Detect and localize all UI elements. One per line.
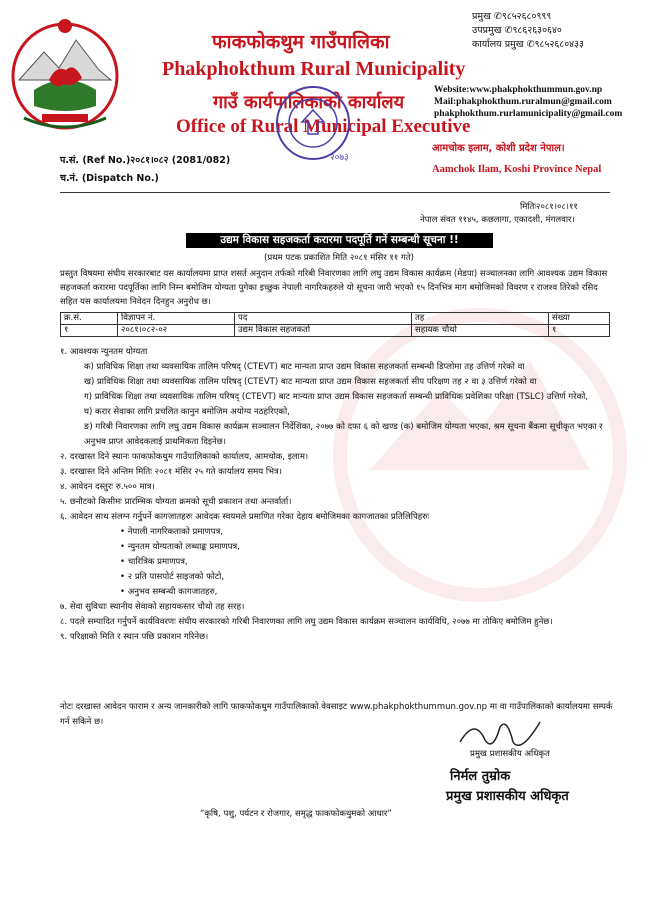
list-item: ६. आवेदन साथ संलग्न गर्नुपर्ने कागजातहरुः आवेदक स्वयमले प्रमाणित गरेका देहाय बमोजिमका कागजातका प्रतिलिपिहरुः [60,512,430,522]
ref-number: प.सं. (Ref No.)२०८१।०८२ (2081/082) [60,155,231,166]
stamp-year: २०७३ [330,153,349,163]
table-cell: २०८१।०८२-०२ [118,325,235,337]
requirements-list [60,345,615,645]
phone-icon: ✆ [493,11,502,22]
list-item: • २ प्रति पासपोर्ट साइजको फोटो, [120,572,225,582]
website-link[interactable]: Website:www.phakphokthummun.gov.np [434,85,603,95]
table-cell: सहायक चौथो [412,325,549,337]
table-header-row [61,313,610,325]
signatory-name: निर्मल तुम्रोक [450,769,511,784]
address-en: Aamchok Ilam, Koshi Province Nepal [432,164,602,175]
list-item: १. आवश्यक न्युनतम योग्यता [60,347,148,357]
municipality-name-np: फाकफोकथुम गाउँपालिका [212,31,390,53]
office-name-np: गाउँ कार्यपालिकाको कार्यालय [213,92,405,113]
list-item: ४. आवेदन दस्तुरः रु.५०० मात्र। [60,482,155,492]
contact-office-chief: कार्यालय प्रमुख ✆९८५२६८०४३३ [472,39,584,50]
list-item: क) प्राविधिक शिक्षा तथा व्यवसायिक तालिम परिषद् (CTEVT) बाट मान्यता प्राप्त उद्यम विकास सहजकर्ता सम्बन्धी डिप्लोमा तह उत्तिर्ण गरेको वा [84,362,525,372]
table-header-cell: तह [412,313,549,325]
signatory-title: प्रमुख प्रशासकीय अधिकृत [446,789,569,804]
contact-list [472,10,584,52]
notice-title: उद्यम विकास सहजकर्ता करारमा पदपूर्ति गर्ने सम्बन्धी सूचना !! [186,233,493,248]
table-cell: १ [61,325,118,337]
municipality-name-en: Phakphokthum Rural Municipality [162,58,466,80]
list-item: ८. पदले सम्पादित गर्नुपर्ने कार्यविवरणः संघीय सरकारको गरिबी निवारणका लागि लघु उद्यम विकास कार्यक्रम सञ्चालन कार्यविधि, २०७७ मा तोकिए बमोजिम हुनेछ। [60,617,553,627]
email-link-2[interactable]: phakphokthum.rurlamunicipality@gmail.com [434,109,623,119]
slogan: “कृषि, पशु, पर्यटन र रोजगार, समृद्ध फाकफोकथुमको आधार” [200,809,392,819]
list-item: घ) करार सेवाका लागि प्रचलित कानुन बमोजिम अयोग्य नठहरिएको, [84,407,290,417]
contact-chairperson: प्रमुख ✆९८५२६८०९९९ [472,11,552,22]
table-header-cell: क्र.सं. [61,313,118,325]
table-cell: उद्यम विकास सहजकर्ता [235,325,412,337]
list-item: ख) प्राविधिक शिक्षा तथा व्यवसायिक तालिम परिषद् (CTEVT) बाट मान्यता प्राप्त उद्यम विकास सहजकर्ता सीप परिक्षण तह २ वा ३ उत्तिर्ण गरेको वा [84,377,537,387]
table-row [61,325,610,337]
list-item: ९. परिक्षाको मिति र स्थान पछि प्रकाशन गरिनेछ। [60,632,209,642]
list-item: ग) प्राविधिक शिक्षा तथा व्यवसायिक तालिम परिषद् (CTEVT) बाट मान्यता प्राप्त उद्यम विकास सहजकर्ता सम्बन्धी प्राविधिक प्रवेशिका परिक्षा (TSLC) उत्तिर्ण गरेको, [84,392,589,402]
table-header-cell: विज्ञापन नं. [118,313,235,325]
dispatch-number: च.नं. (Dispatch No.) [60,173,159,184]
list-item: • नेपाली नागरिकताको प्रमाणपत्र, [120,527,224,537]
table-cell: १ [549,325,610,337]
table-header-cell: पद [235,313,412,325]
list-item: • न्युनतम योग्यताको लब्धाङ्क प्रमाणपत्र, [120,542,240,552]
signature-label: प्रमुख प्रशासकीय अधिकृत [470,749,550,759]
notice-date: मितिः२०८१।०८।११ [520,202,578,212]
list-item: ३. दरखास्त दिने अन्तिम मितिः २०८१ मंसिर २५ गते कार्यालय समय भित्र। [60,467,282,477]
vacancy-table [60,312,610,337]
notice-note: नोटः दरखास्त आवेदन फाराम र अन्य जानकारीको लागि फाकफोकथुम गाउँपालिकाको वेवसाइट www.phakphokthummun.gov.np मा वा गाउँपालिकाको कार्यालयमा सम्पर्क गर्न सकिने छ। [60,702,613,727]
table-header-cell: संख्या [549,313,610,325]
phone-icon: ✆ [526,39,535,50]
notice-date-nepal-sambat: नेपाल संवत ११४५, कछलागा, एकादशी, मंगलवार। [420,215,575,225]
notice-paragraph: प्रस्तुत विषयमा संघीय सरकारबाट यस कार्यालयमा प्राप्त शसर्त अनुदान तर्फको गरिबी निवारणका लागि लघु उद्यम विकास कार्यक्रम (मेडपा) सञ्चालनका लागि आवश्यक उद्यम विकास सहजकर्ता करारमा पदपूर्तिका लागि निम्न बमोजिम योग्यता पुगेका इच्छुक नेपाली नागरिकहरुले यो सूचना जारी भएको १५ दिनभित्र माग बमोजिमको विवरण र राजश्व तिरेको रसिद सहित यस कार्यालयमा निवेदन दिनहुन अनुरोध छ। [60,269,608,307]
contact-vice-chairperson: उपप्रमुख ✆९८६२६३०६४० [472,25,562,36]
list-item: ङ) गरिबी निवारणका लागि लघु उद्यम विकास कार्यक्रम सञ्चालन निर्देशिका, २०७७ को दफा ६ को खण्ड (क) बमोजिम योग्यता भएका, श्रम सूचना बैंकमा सूचीकृत भएका र अनुभव प्राप्त आवेदकलाई प्राथमिकता दिइनेछ। [84,422,603,447]
list-item: • अनुभव सम्बन्धी कागजातहरु, [120,587,218,597]
office-name-en: Office of Rural Municipal Executive [176,116,471,137]
list-item: ७. सेवा सुविधाः स्थानीय सेवाको सहायकस्तर चौथो तह सरह। [60,602,245,612]
notice-subtitle: (प्रथम पटक प्रकाशित मिति २०८१ मंसिर ११ गते) [264,253,414,263]
phone-icon: ✆ [504,25,513,36]
header-divider [60,192,610,193]
list-item: • चारित्रिक प्रमाणपत्र, [120,557,188,567]
address-np: आमचोक इलाम, कोशी प्रदेश नेपाल। [432,143,565,154]
contact-web [434,84,622,120]
list-item: ५. छनौटको किसीमः प्रारम्भिक योग्यता क्रमको सूची प्रकाशन तथा अन्तर्वार्ता। [60,497,292,507]
email-link[interactable]: Mail:phakphokthum.ruralmun@gmail.com [434,97,612,107]
reference-block [60,152,230,188]
nepal-emblem-icon [4,10,126,134]
list-item: २. दरखास्त दिने स्थानः फाकफोकथुम गाउँपालिकाको कार्यालय, आमचोक, इलाम। [60,452,309,462]
